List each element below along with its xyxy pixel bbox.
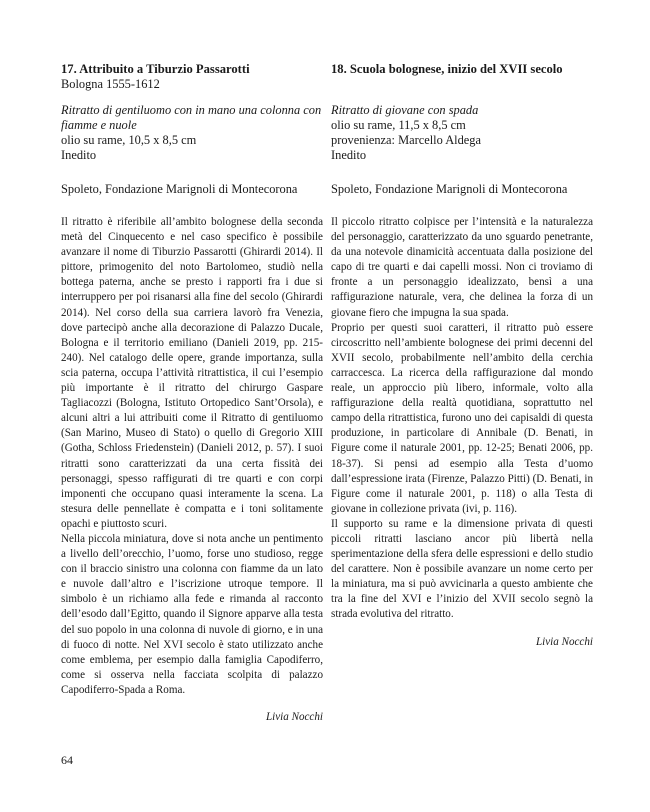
entry-title: 18. Scuola bolognese, inizio del XVII secolo (331, 62, 563, 76)
paragraph: Nella piccola miniatura, dove si nota anche un pentimento a livello dell’orecchio, l’uomo, forse uno studioso, regge con il braccio sinistro una colonna con fiamme da un lato e nuvole dall’altro e l’iscrizione utroque tempore. Il simbolo è un richiamo alla fede e rimanda al racconto dell’esodo dall’Egitto, quando il Signore apparve alla testa del suo popolo in una colonna di nuvole di giorno, e in una di fuoco di notte. Nel XVI secolo è stato utilizzato anche come emblema, per esempio dalla famiglia Capodiferro, come si osserva nella facciata scolpita di palazzo Capodiferro-Spada a Roma. (61, 532, 323, 696)
artwork-title: Ritratto di gentiluomo con in mano una colonna con fiamme e nuole (61, 103, 322, 132)
artwork-medium: olio su rame, 10,5 x 8,5 cm (61, 133, 197, 147)
catalog-entry-17 (61, 62, 323, 209)
entry-17-text (61, 215, 323, 725)
paragraph: Il supporto su rame e la dimensione privata di questi piccoli ritratti lasciano ancor più libertà nella sperimentazione della sfera delle espressioni e dello studio del carattere. Non è possibile avanzare un nome certo per la miniatura, ma si può avvicinarla a questo ambiente che tra la fine del XVI e l’inizio del XVII secolo segnò la strada evolutiva del ritratto. (331, 517, 593, 621)
artwork-meta (331, 103, 593, 163)
entry-title: 17. Attribuito a Tiburzio Passarotti (61, 62, 250, 76)
paragraph: Proprio per questi suoi caratteri, il ritratto può essere circoscritto nell’ambiente bolognese dei primi decenni del XVII secolo, probabilmente nell’ambito della cerchia carraccesca. La ricerca della raffigurazione dal mondo reale, un approccio più libero, informale, volto alla raffigurazione della realtà quotidiana, soprattutto nel campo della ritrattistica, furono uno dei capisaldi di questa produzione, in particolare di Annibale (D. Benati, in Figure come il naturale 2001, pp. 12-25; Benati 2006, pp. 18-37). Si pensi ad esempio alla Testa d’uomo dall’espressione irata (Firenze, Palazzo Pitti) (D. Benati, in Figure come il naturale 2001, p. 118) o alla Testa di giovane in collezione privata (ivi, p. 116). (331, 321, 593, 515)
artwork-title: Ritratto di giovane con spada (331, 103, 479, 117)
artwork-status: Inedito (331, 148, 367, 162)
artwork-medium: olio su rame, 11,5 x 8,5 cm (331, 118, 466, 132)
author-signature: Livia Nocchi (535, 635, 593, 648)
artwork-provenance: provenienza: Marcello Aldega (331, 133, 481, 147)
entry-18-text (331, 215, 593, 650)
artwork-location: Spoleto, Fondazione Marignoli di Montecorona (61, 182, 298, 196)
paragraph: Il piccolo ritratto colpisce per l’intensità e la naturalezza del personaggio, caratterizzato da uno sguardo penetrante, da una notevole dinamicità accentuata dalla posizione del capo di tre quarti e dai capelli mossi. Non ci troviamo di fronte a un personaggio idealizzato, bensì a una raffigurazione naturale, vera, che delinea la forza di un giovane fiero che impugna la sua spada. (331, 216, 593, 319)
artwork-meta (61, 103, 323, 163)
artwork-location: Spoleto, Fondazione Marignoli di Montecorona (331, 182, 568, 196)
catalog-entry-18 (331, 62, 593, 209)
artwork-status: Inedito (61, 148, 97, 162)
author-signature: Livia Nocchi (265, 711, 323, 723)
paragraph: Il ritratto è riferibile all’ambito bolognese della seconda metà del Cinquecento e nel caso specifico è possibile avanzare il nome di Tiburzio Passarotti (Ghirardi 2014). Il pittore, primogenito del noto Bartolomeo, studiò nella bottega paterna, anche se presto i rapporti fra i due si interruppero per poi risanarsi alla fine del secolo (Ghirardi 2014). Nel corso della sua carriera lavorò fra Venezia, dove partecipò anche alla decorazione di Palazzo Ducale, Bologna e il territorio emiliano (Danieli 2019, pp. 215-240). Nel catalogo delle opere, grande importanza, sulla scia paterna, occupa l’attività ritrattistica, il cui l’esempio più importante è il ritratto del chirurgo Gaspare Tagliacozzi (Bologna, Istituto Ortopedico Sant’Orsola), e alcuni altri a lui attribuiti come il Ritratto di gentiluomo (San Marino, Museo di Stato) o quello di Gregorio XIII (Gotha, Schloss Friedenstein) (Danieli 2012, p. 57). I suoi ritratti sono caratterizzati da una certa fissità dei personaggi, spesso raffigurati di tre quarti e con corpi imponenti che occupano quasi interamente la scena. La stesura delle pennellate è compatta e i toni solitamente opachi e piuttosto scuri. (61, 216, 323, 530)
page-number: 64 (61, 753, 73, 767)
entry-subtitle: Bologna 1555-1612 (61, 77, 160, 91)
